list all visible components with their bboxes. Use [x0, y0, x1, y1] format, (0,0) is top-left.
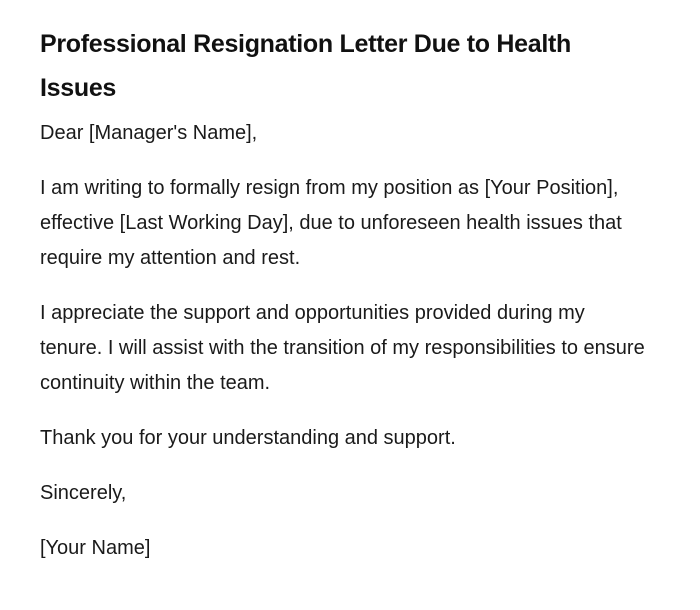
- paragraph-thanks: Thank you for your understanding and support.: [40, 427, 456, 449]
- letter-title: Professional Resignation Letter Due to Health Issues: [40, 30, 572, 102]
- signature: [Your Name]: [40, 537, 151, 559]
- salutation: Dear [Manager's Name],: [40, 122, 258, 144]
- paragraph-appreciation: I appreciate the support and opportunities provided during my tenure. I will assist with the transition of my responsibilities to ensure continuity within the team.: [40, 302, 645, 394]
- paragraph-intro: I am writing to formally resign from my position as [Your Position], effective [Last Working Day], due to unforeseen health issues that require my attention and rest.: [40, 177, 622, 269]
- closing: Sincerely,: [40, 482, 127, 504]
- letter: [40, 22, 650, 566]
